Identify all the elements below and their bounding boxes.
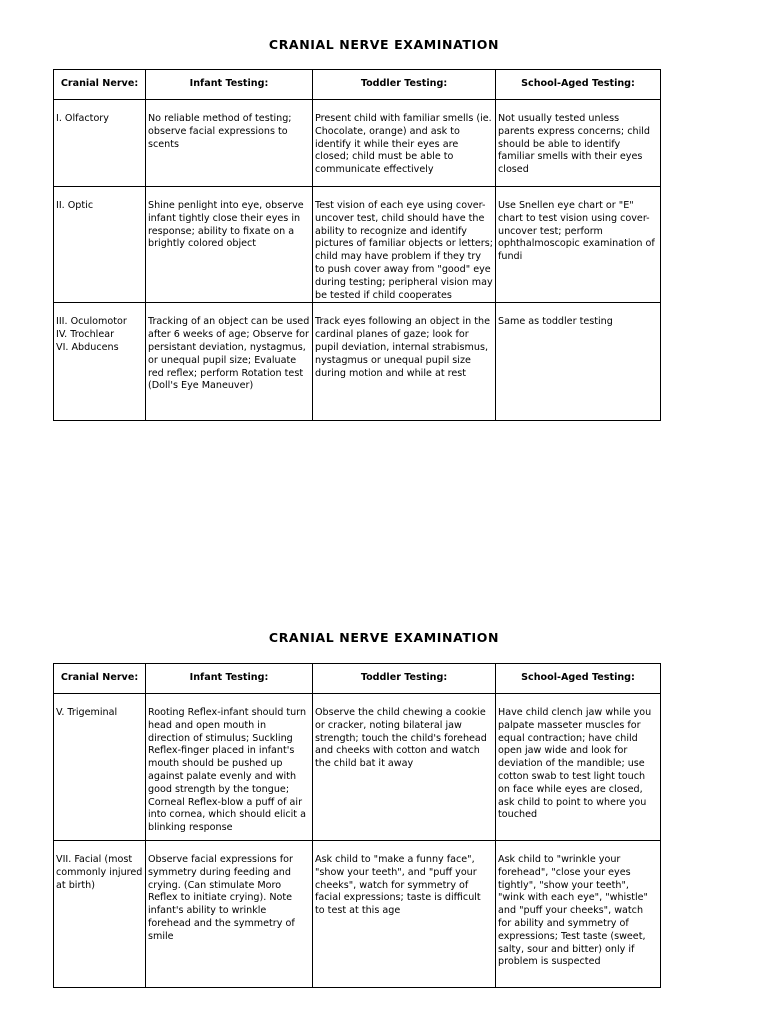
table-row	[54, 303, 661, 421]
cranial-nerve-name: IV. Trochlear	[56, 329, 115, 341]
toddler-testing-cell: Test vision of each eye using cover-uncover test, child should have the ability to recognize and identify pictures of familiar objects or letters; child may have problem if they try to push cover away from "good" eye during testing; peripheral vision may be tested if child cooperates	[313, 187, 496, 303]
toddler-testing-cell: Present child with familiar smells (ie. Chocolate, orange) and ask to identify it while their eyes are closed; child must be able to communicate effectively	[313, 100, 496, 187]
cranial-nerve-cell	[54, 841, 146, 988]
school-aged-testing-cell: Have child clench jaw while you palpate masseter muscles for equal contraction; have child open jaw wide and look for deviation of the mandible; use cotton swab to test light touch on face while eyes are closed, ask child to point to where you touched	[496, 694, 661, 841]
table-header-row	[54, 664, 661, 694]
infant-testing-cell: Tracking of an object can be used after 6 weeks of age; Observe for persistant deviation, nystagmus, or unequal pupil size; Evaluate red reflex; perform Rotation test (Doll's Eye Maneuver)	[146, 303, 313, 421]
cranial-nerve-name: I. Olfactory	[56, 113, 109, 124]
column-header-school-aged-testing: School-Aged Testing:	[496, 664, 661, 694]
table-header-row	[54, 70, 661, 100]
cranial-nerve-table	[53, 663, 661, 988]
cranial-nerve-cell	[54, 303, 146, 421]
infant-testing-cell: Observe facial expressions for symmetry during feeding and crying. (Can stimulate Moro Reflex to initiate crying). Note infant's ability to wrinkle forehead and the symmetry of smile	[146, 841, 313, 988]
page-title: CRANIAL NERVE EXAMINATION	[268, 630, 500, 645]
column-header-infant-testing: Infant Testing:	[146, 70, 313, 100]
school-aged-testing-cell: Ask child to "wrinkle your forehead", "close your eyes tightly", "show your teeth", "wink with each eye", "whistle" and "puff your cheeks", watch for ability and symmetry of expressions; Test taste (sweet, salty, sour and bitter) only if problem is suspected	[496, 841, 661, 988]
table-row	[54, 841, 661, 988]
cranial-nerve-table	[53, 69, 661, 421]
cranial-nerve-name: VII. Facial (most commonly injured at birth)	[56, 854, 143, 891]
column-header-infant-testing: Infant Testing:	[146, 664, 313, 694]
cranial-nerve-name: VI. Abducens	[56, 341, 119, 353]
school-aged-testing-cell: Same as toddler testing	[496, 303, 661, 421]
toddler-testing-cell: Observe the child chewing a cookie or cracker, noting bilateral jaw strength; touch the child's forehead and cheeks with cotton and watch the child bat it away	[313, 694, 496, 841]
column-header-cranial-nerve: Cranial Nerve:	[54, 70, 146, 100]
cranial-nerve-name: II. Optic	[56, 200, 94, 211]
column-header-school-aged-testing: School-Aged Testing:	[496, 70, 661, 100]
cranial-nerve-cell	[54, 694, 146, 841]
column-header-toddler-testing: Toddler Testing:	[313, 664, 496, 694]
cranial-nerve-cell	[54, 100, 146, 187]
table-row	[54, 187, 661, 303]
table-row	[54, 100, 661, 187]
infant-testing-cell: No reliable method of testing; observe facial expressions to scents	[146, 100, 313, 187]
toddler-testing-cell: Track eyes following an object in the cardinal planes of gaze; look for pupil deviation, internal strabismus, nystagmus or unequal pupil size during motion and while at rest	[313, 303, 496, 421]
cranial-nerve-cell	[54, 187, 146, 303]
school-aged-testing-cell: Use Snellen eye chart or "E" chart to test vision using cover-uncover test; perform ophthalmoscopic examination of fundi	[496, 187, 661, 303]
page-title: CRANIAL NERVE EXAMINATION	[268, 37, 500, 52]
table-row	[54, 694, 661, 841]
cranial-nerve-name: V. Trigeminal	[56, 707, 118, 718]
school-aged-testing-cell: Not usually tested unless parents express concerns; child should be able to identify familiar smells with their eyes closed	[496, 100, 661, 187]
cranial-nerve-name: III. Oculomotor	[56, 316, 127, 328]
column-header-cranial-nerve: Cranial Nerve:	[54, 664, 146, 694]
toddler-testing-cell: Ask child to "make a funny face", "show your teeth", and "puff your cheeks", watch for symmetry of facial expressions; taste is difficult to test at this age	[313, 841, 496, 988]
infant-testing-cell: Rooting Reflex-infant should turn head and open mouth in direction of stimulus; Suckling Reflex-finger placed in infant's mouth should be pushed up against palate evenly and with good strength by the tongue; Corneal Reflex-blow a puff of air into cornea, which should elicit a blinking response	[146, 694, 313, 841]
infant-testing-cell: Shine penlight into eye, observe infant tightly close their eyes in response; ability to fixate on a brightly colored object	[146, 187, 313, 303]
column-header-toddler-testing: Toddler Testing:	[313, 70, 496, 100]
